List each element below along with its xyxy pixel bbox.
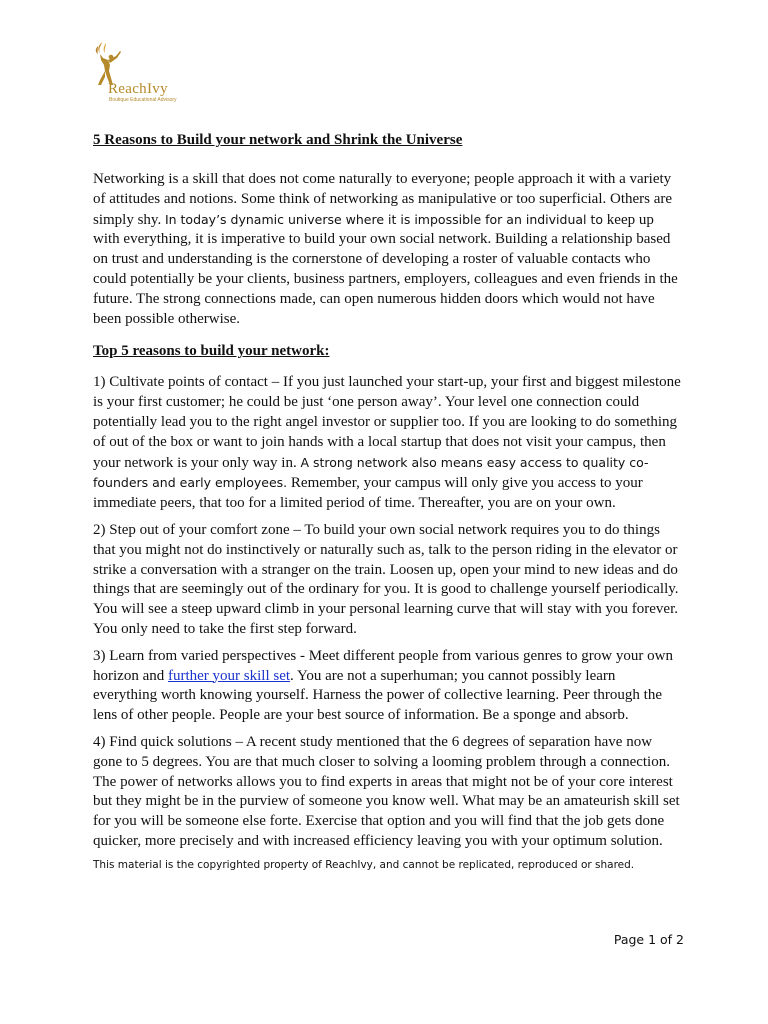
reason-1-text-2: A strong network also means easy access to quality co-founders and early employees. xyxy=(93,454,649,491)
intro-text-2: In today’s dynamic universe where it is impossible for an individual to xyxy=(164,211,604,227)
reason-3-paragraph xyxy=(93,647,683,726)
reasons-heading: Top 5 reasons to build your network: xyxy=(93,343,330,360)
copyright-notice: This material is the copyrighted property of ReachIvy, and cannot be replicated, reproduced or shared. xyxy=(93,858,635,871)
document-body xyxy=(93,131,683,871)
torch-figure-icon xyxy=(88,40,128,86)
brand-name: ReachIvy xyxy=(108,81,168,97)
brand-tagline: Boutique Educational Advisory xyxy=(109,97,177,103)
reason-2-paragraph: 2) Step out of your comfort zone – To build your own social network requires you to do things that you might not do instinctively or naturally such as, talk to the person riding in the elevator or strike a conversation with a stranger on the train. Loosen up, open your mind to new ideas and do things that are seemingly out of the ordinary for you. It is good to challenge yourself periodically. You will see a steep upward climb in your personal learning curve that will stay with you forever. You only need to take the first step forward. xyxy=(93,521,679,637)
intro-text-3: keep up with everything, it is imperative to build your own social network. Building a relationship based on trust and understanding is the cornerstone of developing a roster of valuable contacts who could potentially be your clients, business partners, employers, colleagues and even friends in the future. The strong connections made, can open numerous hidden doors which would not have been possible otherwise. xyxy=(93,211,678,327)
reason-4-paragraph: 4) Find quick solutions – A recent study mentioned that the 6 degrees of separation have now gone to 5 degrees. You are that much closer to solving a looming problem through a connection. The power of networks allows you to find experts in areas that might not be of your core interest but they might be in the purview of someone you know well. What may be an amateurish skill set for you will be someone else forte. Exercise that option and you will find that the job gets done quicker, more precisely and with increased efficiency leaving you with your optimum solution. xyxy=(93,733,680,849)
intro-paragraph xyxy=(93,170,683,329)
reason-1-text-3: Remember, your campus will only give you access to your immediate peers, that too for a limited period of time. Thereafter, you are on your own. xyxy=(93,475,643,512)
reachivy-logo xyxy=(88,40,198,106)
reason-1-text-1: 1) Cultivate points of contact – If you just launched your start-up, your first and biggest milestone is your first customer; he could be just ‘one person away’. Your level one connection could potentially lead you to the right angel investor or supplier too. If you are looking to do something of out of the box or want to join hands with a local startup that does not visit your campus, then your network is your only way in. xyxy=(93,374,681,471)
reason-3-text-1: 3) Learn from varied perspectives - Meet different people from various genres to grow your own horizon and xyxy=(93,647,673,684)
skill-set-link[interactable]: further your skill set xyxy=(167,667,291,684)
document-title: 5 Reasons to Build your network and Shrink the Universe xyxy=(93,132,463,148)
intro-text-1: Networking is a skill that does not come naturally to everyone; people approach it with a variety of attitudes and notions. Some think of networking as manipulative or too superficial. Others are simply shy. xyxy=(93,171,673,228)
page-number: Page 1 of 2 xyxy=(613,932,684,947)
reason-1-paragraph xyxy=(93,373,683,514)
reason-3-text-2: . You are not a superhuman; you cannot possibly learn everything worth knowing yourself. Harness the power of collective learning. Peer through the lens of other people. People are your best source of information. Be a sponge and absorb. xyxy=(93,667,663,724)
